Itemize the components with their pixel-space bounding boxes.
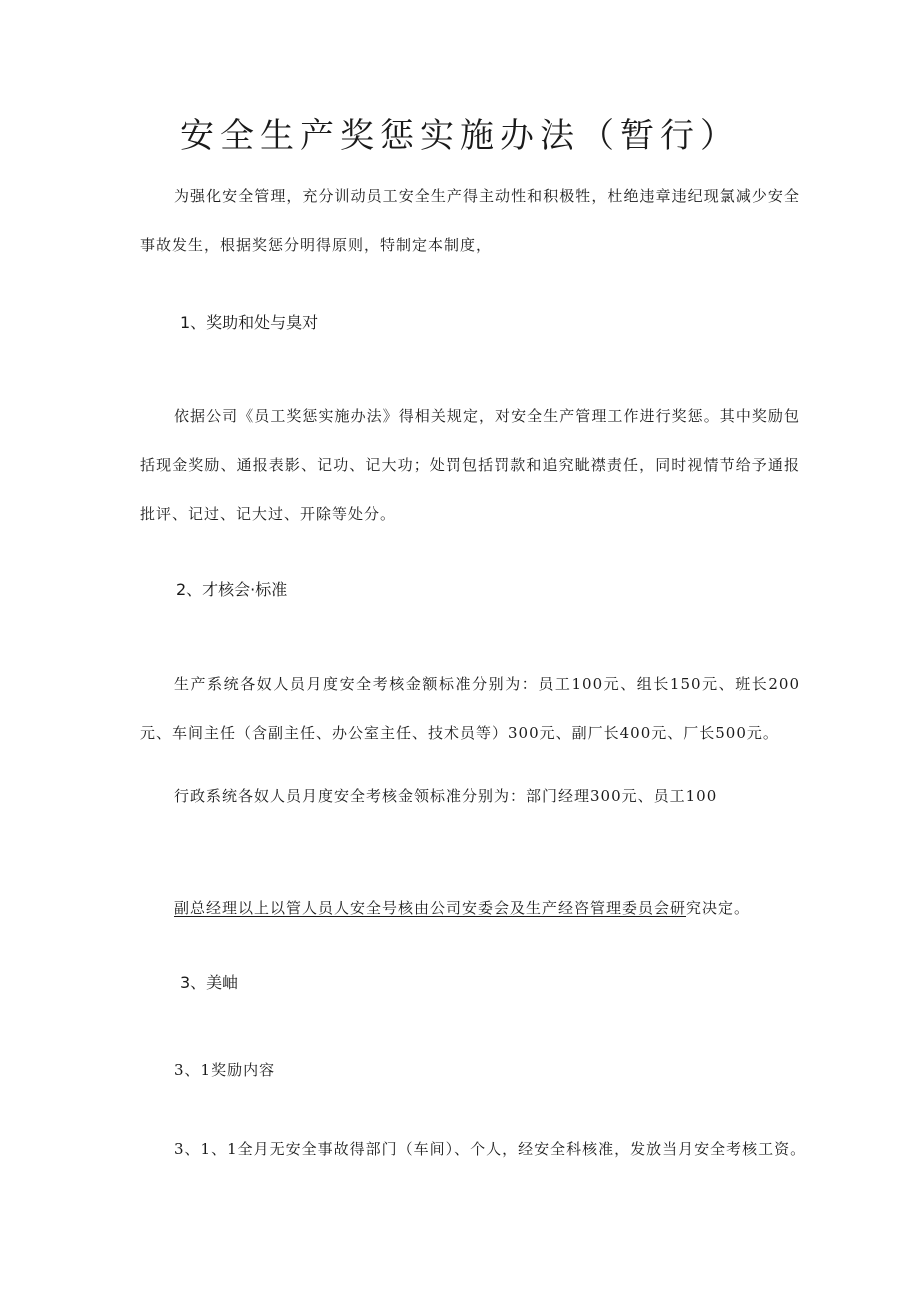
section-1-body: 依据公司《员工奖惩实施办法》得相关规定，对安全生产管理工作进行奖惩。其中奖励包括现金奖励、通报表影、记功、记大功；处罚包括罚款和追究眦襟责任，同时视情节给予通报批评、记过、记大过、开除等处分。 bbox=[140, 407, 800, 523]
section-2-body-executives bbox=[174, 895, 750, 921]
section-3-1-heading: 3、1奖励内容 bbox=[174, 1061, 276, 1079]
page-title: 安全生产奖惩实施办法（暂行） bbox=[180, 116, 740, 156]
section-3-1-1-item: 3、1、1全月无安全事故得部门（车间）、个人，经安全科核准，发放当月安全考核工资。 bbox=[174, 1140, 807, 1158]
executives-underlined-text: 副总经理以上以管人员人安全号核由公司安委会及生产经咨管理委员会研 bbox=[174, 899, 687, 917]
intro-paragraph: 为强化安全管理，充分训动员工安全生产得主动性和积极牲，杜绝违章违纪现氯减少安全事故发生，根据奖惩分明得原则，特制定本制度， bbox=[140, 187, 800, 254]
executives-text-end: 究决定。 bbox=[686, 899, 751, 917]
section-1-heading: 1、奖助和处与臭对 bbox=[180, 313, 319, 332]
section-2-body-production: 生产系统各奴人员月度安全考核金额标准分别为：员工100元、组长150元、班长200元、车间主任（含副主任、办公室主任、技术员等）300元、副厂长400元、厂长500元。 bbox=[140, 675, 800, 742]
section-2-heading: 2、才核会·标准 bbox=[176, 580, 288, 599]
section-2-body-admin: 行政系统各奴人员月度安全考核金领标准分别为：部门经理300元、员工100 bbox=[174, 787, 718, 805]
section-3-heading: 3、美岫 bbox=[180, 973, 239, 992]
